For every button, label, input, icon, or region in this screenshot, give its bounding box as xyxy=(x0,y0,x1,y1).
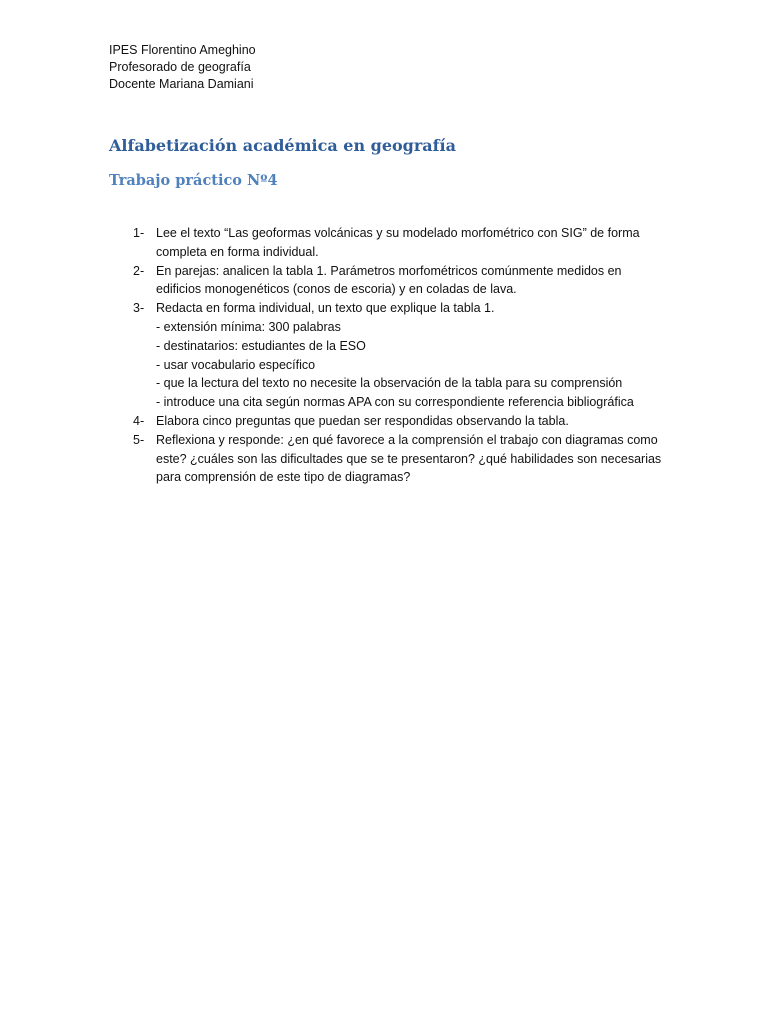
document-subtitle: Trabajo práctico Nº4 xyxy=(109,172,278,189)
task-text: En parejas: analicen la tabla 1. Parámetros morfométricos comúnmente medidos en edificios monogenéticos (conos de escoria) y en coladas de lava. xyxy=(156,263,622,297)
task-text: Redacta en forma individual, un texto que explique la tabla 1. xyxy=(156,301,495,316)
task-subitem: - usar vocabulario específico xyxy=(156,357,316,372)
task-subitem: - introduce una cita según normas APA con su correspondiente referencia bibliográfica xyxy=(156,395,634,410)
task-subitem: - destinatarios: estudiantes de la ESO xyxy=(156,338,366,353)
task-text: Lee el texto “Las geoformas volcánicas y su modelado morfométrico con SIG” de forma completa en forma individual. xyxy=(156,226,640,259)
teacher-name: Docente Mariana Damiani xyxy=(109,76,254,91)
document-title: Alfabetización académica en geografía xyxy=(109,136,456,155)
institution-name: IPES Florentino Ameghino xyxy=(109,43,256,57)
task-subitem: - extensión mínima: 300 palabras xyxy=(156,319,341,334)
task-number: 3- xyxy=(133,301,145,316)
task-number: 4- xyxy=(133,413,145,428)
task-text: Elabora cinco preguntas que puedan ser respondidas observando la tabla. xyxy=(156,413,569,428)
task-item-2 xyxy=(109,262,669,300)
task-number: 5- xyxy=(133,432,145,447)
task-list xyxy=(109,224,669,487)
task-subitem: - que la lectura del texto no necesite la observación de la tabla para su comprensión xyxy=(156,376,623,391)
task-item-3 xyxy=(109,299,669,412)
program-name: Profesorado de geografía xyxy=(109,59,251,74)
task-number: 1- xyxy=(133,226,145,240)
task-item-5 xyxy=(109,431,669,487)
task-text: Reflexiona y responde: ¿en qué favorece a la comprensión el trabajo con diagramas como este? ¿cuáles son las dificultades que se te presentaron? ¿qué habilidades son necesarias para comprensión de este tipo de diagramas? xyxy=(156,432,662,485)
task-number: 2- xyxy=(133,263,145,278)
task-item-4 xyxy=(109,412,669,431)
document-header xyxy=(109,42,256,92)
task-item-1 xyxy=(109,224,669,262)
